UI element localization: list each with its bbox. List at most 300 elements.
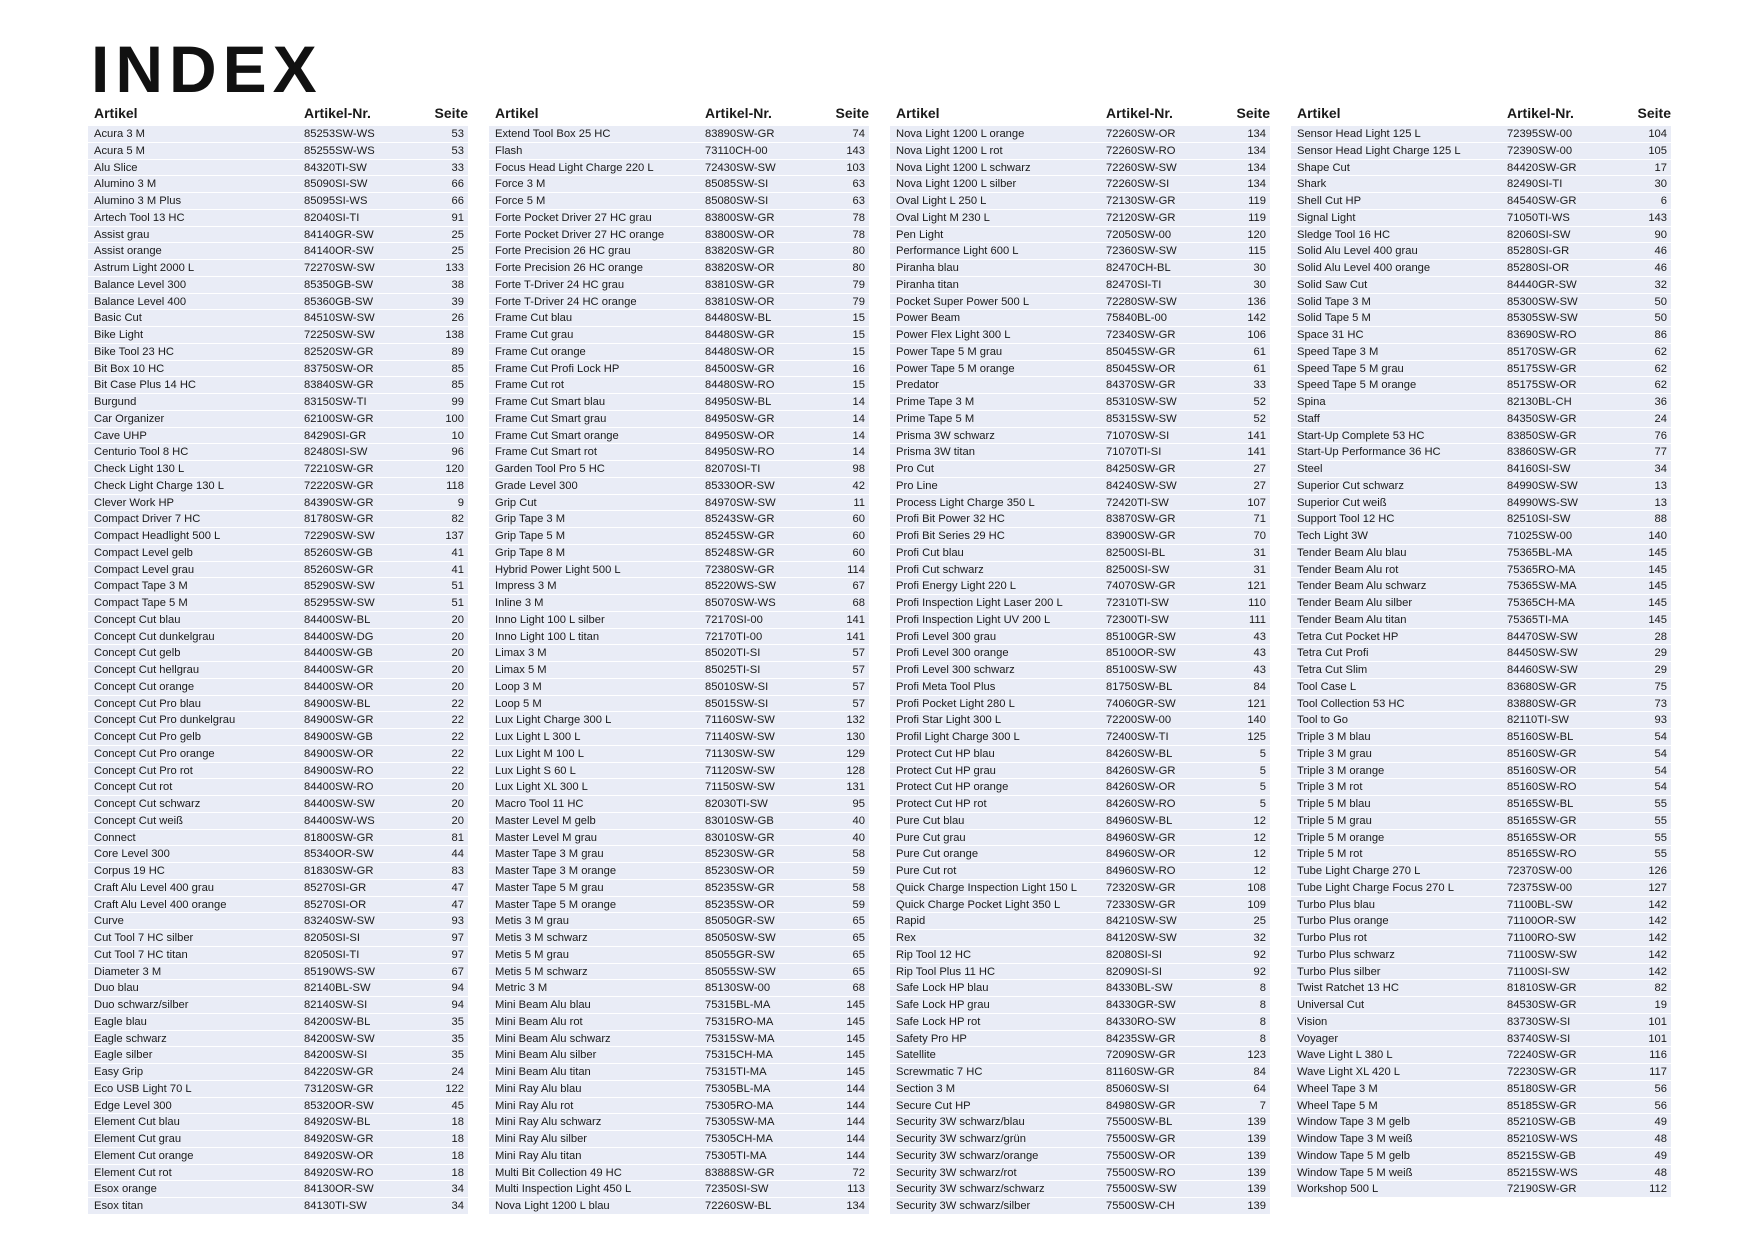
entry-page: 93	[1654, 714, 1667, 727]
entry-article-number: 85235SW-OR	[705, 898, 775, 911]
entry-article-number: 72270SW-SW	[304, 262, 375, 274]
entry-name: Superior Cut schwarz	[1297, 479, 1404, 492]
entry-page: 59	[852, 865, 865, 877]
entry-article-number: 84970SW-SW	[705, 496, 776, 509]
entry-page: 143	[1648, 211, 1667, 224]
entry-article-number: 72400SW-TI	[1106, 731, 1169, 743]
index-row	[489, 846, 869, 863]
entry-page: 14	[852, 396, 865, 408]
index-row	[489, 712, 869, 729]
entry-article-number: 84460SW-SW	[1507, 664, 1578, 676]
index-row	[88, 612, 468, 629]
entry-article-number: 85160SW-GR	[1507, 747, 1577, 760]
entry-article-number: 85310SW-SW	[1106, 396, 1177, 408]
entry-name: Profi Star Light 300 L	[896, 714, 1002, 727]
index-row	[890, 1165, 1270, 1182]
entry-article-number: 84400SW-RO	[304, 781, 374, 794]
entry-page: 36	[1654, 396, 1667, 408]
entry-article-number: 84960SW-GR	[1106, 831, 1176, 844]
index-row	[890, 913, 1270, 930]
entry-page: 57	[852, 647, 865, 660]
entry-name: Frame Cut Smart rot	[495, 446, 597, 459]
entry-article-number: 84130OR-SW	[304, 1183, 374, 1196]
entry-page: 62	[1654, 362, 1667, 375]
entry-name: Window Tape 5 M weiß	[1297, 1166, 1413, 1179]
entry-article-number: 84330GR-SW	[1106, 999, 1176, 1011]
entry-page: 93	[451, 915, 464, 928]
entry-name: Sensor Head Light Charge 125 L	[1297, 144, 1461, 157]
index-row	[489, 528, 869, 545]
entry-name: Piranha blau	[896, 262, 959, 274]
entry-page: 96	[451, 446, 464, 459]
entry-article-number: 85255SW-WS	[304, 144, 375, 157]
entry-article-number: 82520SW-GR	[304, 345, 374, 358]
entry-name: Safe Lock HP rot	[896, 1015, 981, 1028]
entry-name: Pen Light	[896, 228, 944, 241]
entry-name: Concept Cut gelb	[94, 647, 181, 660]
entry-name: Mini Beam Alu blau	[495, 999, 591, 1011]
index-row	[890, 1098, 1270, 1115]
entry-name: Astrum Light 2000 L	[94, 262, 195, 274]
index-row	[1291, 947, 1671, 964]
index-row	[890, 1014, 1270, 1031]
entry-name: Inno Light 100 L silber	[495, 613, 605, 626]
entry-page: 78	[852, 228, 865, 241]
index-row	[1291, 1064, 1671, 1081]
entry-page: 28	[1654, 630, 1667, 643]
entry-article-number: 83240SW-SW	[304, 915, 375, 928]
entry-page: 129	[846, 747, 865, 760]
entry-page: 109	[1247, 898, 1266, 911]
entry-name: Oval Light L 250 L	[896, 195, 987, 207]
entry-name: Security 3W schwarz/grün	[896, 1133, 1026, 1145]
entry-name: Tube Light Charge 270 L	[1297, 865, 1421, 877]
entry-page: 7	[1259, 1099, 1266, 1112]
entry-article-number: 84480SW-BL	[705, 312, 772, 325]
entry-name: Concept Cut blau	[94, 613, 181, 626]
entry-page: 47	[451, 881, 464, 894]
index-row	[489, 327, 869, 344]
entry-name: Protect Cut HP blau	[896, 747, 995, 760]
entry-article-number: 85220WS-SW	[705, 580, 776, 593]
entry-name: Safe Lock HP blau	[896, 982, 989, 995]
entry-name: Tender Beam Alu titan	[1297, 613, 1407, 626]
entry-page: 11	[853, 496, 865, 509]
entry-name: Concept Cut rot	[94, 781, 173, 794]
index-row	[88, 578, 468, 595]
entry-page: 41	[451, 563, 464, 576]
entry-article-number: 72250SW-SW	[304, 329, 375, 341]
header-seite: Seite	[434, 105, 468, 121]
entry-name: Start-Up Complete 53 HC	[1297, 429, 1425, 442]
entry-article-number: 84950SW-RO	[705, 446, 775, 459]
entry-article-number: 84920SW-GR	[304, 1133, 374, 1145]
entry-name: Pro Line	[896, 479, 938, 492]
entry-name: Hybrid Power Light 500 L	[495, 563, 621, 576]
entry-name: Wheel Tape 3 M	[1297, 1082, 1378, 1095]
index-row	[88, 696, 468, 713]
entry-name: Multi Inspection Light 450 L	[495, 1183, 632, 1196]
entry-page: 125	[1247, 731, 1266, 743]
entry-page: 55	[1654, 814, 1667, 827]
entry-article-number: 85320OR-SW	[304, 1099, 374, 1112]
entry-article-number: 85215SW-WS	[1507, 1166, 1578, 1179]
entry-article-number: 72260SW-SI	[1106, 178, 1170, 191]
entry-page: 8	[1259, 999, 1266, 1011]
entry-article-number: 84950SW-GR	[705, 412, 775, 425]
entry-article-number: 84960SW-OR	[1106, 848, 1176, 861]
entry-name: Artech Tool 13 HC	[94, 211, 185, 224]
entry-page: 27	[1253, 479, 1266, 492]
entry-article-number: 71100RO-SW	[1507, 932, 1576, 944]
entry-article-number: 83750SW-OR	[304, 362, 374, 375]
entry-article-number: 85185SW-GR	[1507, 1099, 1577, 1112]
index-row	[489, 478, 869, 495]
entry-page: 20	[451, 647, 464, 660]
entry-article-number: 72320SW-GR	[1106, 881, 1176, 894]
index-row	[890, 997, 1270, 1014]
index-row	[890, 143, 1270, 160]
entry-name: Triple 5 M blau	[1297, 798, 1371, 810]
index-row	[88, 227, 468, 244]
entry-article-number: 72120SW-GR	[1106, 211, 1176, 224]
entry-name: Forte Precision 26 HC orange	[495, 262, 643, 274]
entry-page: 138	[445, 329, 464, 341]
index-row	[489, 964, 869, 981]
index-row	[88, 880, 468, 897]
entry-name: Shell Cut HP	[1297, 195, 1362, 207]
entry-page: 97	[451, 948, 464, 961]
entry-article-number: 72330SW-GR	[1106, 898, 1176, 911]
entry-article-number: 82500SI-BL	[1106, 546, 1166, 559]
entry-name: Nova Light 1200 L blau	[495, 1200, 610, 1212]
entry-page: 142	[1648, 948, 1667, 961]
index-row	[1291, 846, 1671, 863]
entry-article-number: 84980SW-GR	[1106, 1099, 1176, 1112]
entry-name: Mini Ray Alu rot	[495, 1099, 574, 1112]
entry-article-number: 71100BL-SW	[1507, 898, 1573, 911]
entry-name: Element Cut rot	[94, 1166, 172, 1179]
entry-page: 128	[846, 764, 865, 777]
entry-article-number: 74060GR-SW	[1106, 697, 1176, 710]
index-row	[88, 444, 468, 461]
entry-name: Turbo Plus blau	[1297, 898, 1375, 911]
index-row	[489, 897, 869, 914]
index-row	[1291, 428, 1671, 445]
entry-article-number: 85210SW-WS	[1507, 1133, 1578, 1145]
index-row	[88, 796, 468, 813]
header-artikel-nr: Artikel-Nr.	[705, 105, 772, 121]
entry-name: Limax 5 M	[495, 664, 547, 676]
entry-article-number: 71160SW-SW	[705, 714, 775, 727]
entry-name: Easy Grip	[94, 1066, 144, 1078]
index-row	[1291, 176, 1671, 193]
entry-page: 25	[451, 228, 464, 241]
entry-article-number: 71070SW-SI	[1106, 429, 1170, 442]
entry-name: Universal Cut	[1297, 999, 1365, 1011]
entry-name: Wheel Tape 5 M	[1297, 1099, 1378, 1112]
entry-page: 134	[1247, 144, 1266, 157]
entry-article-number: 82470SI-TI	[1106, 278, 1162, 291]
entry-page: 49	[1654, 1149, 1667, 1162]
entry-name: Turbo Plus schwarz	[1297, 948, 1395, 961]
index-row	[1291, 461, 1671, 478]
entry-article-number: 82060SI-SW	[1507, 228, 1571, 241]
entry-name: Shape Cut	[1297, 161, 1350, 174]
entry-name: Master Level M gelb	[495, 814, 596, 827]
index-row	[890, 227, 1270, 244]
entry-article-number: 82030TI-SW	[705, 798, 768, 810]
entry-name: Security 3W schwarz/orange	[896, 1149, 1039, 1162]
entry-name: Safe Lock HP grau	[896, 999, 990, 1011]
entry-article-number: 73120SW-GR	[304, 1082, 374, 1095]
index-row	[489, 193, 869, 210]
entry-name: Lux Light XL 300 L	[495, 781, 588, 794]
index-row	[88, 863, 468, 880]
entry-article-number: 82500SI-SW	[1106, 563, 1170, 576]
entry-article-number: 84950SW-BL	[705, 396, 772, 408]
entry-article-number: 72310TI-SW	[1106, 597, 1169, 609]
entry-page: 62	[1654, 379, 1667, 392]
entry-name: Tender Beam Alu schwarz	[1297, 580, 1427, 593]
entry-page: 140	[1247, 714, 1266, 727]
entry-page: 56	[1654, 1082, 1667, 1095]
entry-article-number: 85175SW-GR	[1507, 362, 1577, 375]
entry-name: Forte T-Driver 24 HC orange	[495, 295, 637, 308]
entry-page: 14	[852, 446, 865, 459]
index-row	[1291, 294, 1671, 311]
entry-name: Frame Cut grau	[495, 329, 574, 341]
entry-article-number: 72170TI-00	[705, 630, 763, 643]
entry-article-number: 85100GR-SW	[1106, 630, 1176, 643]
entry-article-number: 74070SW-GR	[1106, 580, 1176, 593]
entry-article-number: 85260SW-GR	[304, 563, 374, 576]
entry-article-number: 85080SW-SI	[705, 195, 769, 207]
entry-name: Compact Driver 7 HC	[94, 513, 201, 526]
entry-article-number: 85165SW-RO	[1507, 848, 1577, 861]
entry-name: Screwmatic 7 HC	[896, 1066, 983, 1078]
entry-article-number: 85245SW-GR	[705, 530, 775, 542]
index-row	[890, 1031, 1270, 1048]
entry-article-number: 85170SW-GR	[1507, 345, 1577, 358]
entry-page: 43	[1253, 630, 1266, 643]
entry-article-number: 72260SW-BL	[705, 1200, 772, 1212]
index-row	[489, 863, 869, 880]
entry-name: Impress 3 M	[495, 580, 557, 593]
index-row	[1291, 612, 1671, 629]
entry-page: 119	[1248, 195, 1266, 207]
entry-page: 50	[1654, 295, 1667, 308]
index-row	[1291, 1181, 1671, 1198]
entry-name: Protect Cut HP grau	[896, 764, 996, 777]
entry-name: Concept Cut Pro blau	[94, 697, 201, 710]
entry-name: Alu Slice	[94, 161, 138, 174]
index-row	[890, 1198, 1270, 1215]
entry-page: 142	[1648, 965, 1667, 978]
entry-article-number: 84900SW-GB	[304, 731, 373, 743]
entry-page: 18	[451, 1166, 464, 1179]
entry-article-number: 81800SW-GR	[304, 831, 374, 844]
entry-name: Check Light 130 L	[94, 463, 185, 475]
index-row	[489, 210, 869, 227]
entry-name: Concept Cut weiß	[94, 814, 183, 827]
entry-article-number: 85160SW-RO	[1507, 781, 1577, 794]
entry-name: Master Tape 3 M grau	[495, 848, 604, 861]
entry-name: Burgund	[94, 396, 137, 408]
entry-page: 34	[451, 1200, 464, 1212]
entry-name: Steel	[1297, 463, 1323, 475]
entry-page: 5	[1259, 781, 1266, 794]
entry-name: Quick Charge Pocket Light 350 L	[896, 898, 1061, 911]
column-header	[890, 100, 1270, 126]
entry-page: 18	[451, 1133, 464, 1145]
index-row	[88, 729, 468, 746]
entry-article-number: 84220SW-GR	[304, 1066, 374, 1078]
entry-page: 33	[1253, 379, 1266, 392]
entry-page: 8	[1259, 1032, 1266, 1045]
entry-article-number: 84400SW-OR	[304, 680, 374, 693]
entry-article-number: 84400SW-DG	[304, 630, 374, 643]
entry-page: 57	[852, 697, 865, 710]
index-row	[890, 980, 1270, 997]
entry-name: Sledge Tool 16 HC	[1297, 228, 1391, 241]
entry-name: Concept Cut hellgrau	[94, 664, 200, 676]
entry-article-number: 75500SW-CH	[1106, 1200, 1175, 1212]
entry-name: Grip Tape 5 M	[495, 530, 566, 542]
entry-article-number: 84250SW-GR	[1106, 463, 1176, 475]
entry-article-number: 84140OR-SW	[304, 245, 374, 258]
entry-article-number: 71100SW-SW	[1507, 948, 1577, 961]
index-row	[489, 1198, 869, 1215]
index-row	[890, 830, 1270, 847]
index-row	[88, 830, 468, 847]
entry-page: 16	[852, 362, 865, 375]
entry-page: 97	[451, 932, 464, 944]
entry-article-number: 72395SW-00	[1507, 128, 1573, 140]
entry-page: 20	[451, 798, 464, 810]
entry-name: Profi Level 300 orange	[896, 647, 1009, 660]
entry-name: Solid Alu Level 400 orange	[1297, 262, 1431, 274]
entry-article-number: 83860SW-GR	[1507, 446, 1577, 459]
index-row	[88, 763, 468, 780]
entry-article-number: 81750SW-BL	[1106, 680, 1173, 693]
entry-name: Wave Light L 380 L	[1297, 1049, 1393, 1062]
entry-page: 45	[451, 1099, 464, 1112]
entry-page: 40	[852, 814, 865, 827]
entry-article-number: 84540SW-GR	[1507, 195, 1577, 207]
entry-page: 14	[852, 412, 865, 425]
entry-page: 139	[1247, 1149, 1266, 1162]
index-row	[890, 361, 1270, 378]
index-row	[88, 243, 468, 260]
index-row	[1291, 394, 1671, 411]
entry-article-number: 85270SI-GR	[304, 881, 367, 894]
entry-name: Bike Tool 23 HC	[94, 345, 175, 358]
entry-article-number: 71025SW-00	[1507, 530, 1573, 542]
entry-name: Spina	[1297, 396, 1326, 408]
index-row	[489, 930, 869, 947]
entry-article-number: 83810SW-OR	[705, 295, 775, 308]
index-row	[890, 712, 1270, 729]
entry-name: Security 3W schwarz/silber	[896, 1200, 1031, 1212]
entry-page: 5	[1259, 747, 1266, 760]
index-row	[489, 947, 869, 964]
entry-page: 47	[451, 898, 464, 911]
entry-name: Forte Pocket Driver 27 HC orange	[495, 228, 665, 241]
entry-article-number: 84480SW-GR	[705, 329, 775, 341]
entry-page: 20	[451, 630, 464, 643]
entry-article-number: 82130BL-CH	[1507, 396, 1572, 408]
entry-page: 132	[846, 714, 865, 727]
index-row	[489, 796, 869, 813]
entry-page: 79	[852, 278, 865, 291]
entry-page: 145	[1648, 613, 1667, 626]
entry-name: Craft Alu Level 400 orange	[94, 898, 227, 911]
index-row	[489, 444, 869, 461]
entry-name: Nova Light 1200 L rot	[896, 144, 1003, 157]
entry-article-number: 75365TI-MA	[1507, 613, 1569, 626]
index-row	[88, 997, 468, 1014]
entry-name: Core Level 300	[94, 848, 170, 861]
index-row	[890, 846, 1270, 863]
entry-name: Security 3W schwarz/rot	[896, 1166, 1017, 1179]
index-row	[890, 344, 1270, 361]
entry-article-number: 85248SW-GR	[705, 546, 775, 559]
entry-article-number: 81160SW-GR	[1106, 1066, 1175, 1078]
entry-name: Mini Ray Alu titan	[495, 1149, 582, 1162]
index-row	[88, 964, 468, 981]
index-row	[890, 1181, 1270, 1198]
entry-name: Lux Light S 60 L	[495, 764, 576, 777]
index-row	[489, 310, 869, 327]
entry-name: Power Beam	[896, 312, 961, 325]
index-row	[1291, 1081, 1671, 1098]
entry-article-number: 85340OR-SW	[304, 848, 374, 861]
entry-article-number: 85280SI-OR	[1507, 262, 1570, 274]
entry-name: Pro Cut	[896, 463, 934, 475]
entry-article-number: 85260SW-GB	[304, 546, 373, 559]
entry-name: Esox orange	[94, 1183, 157, 1196]
entry-page: 70	[1253, 530, 1266, 542]
entry-page: 101	[1648, 1015, 1667, 1028]
entry-article-number: 75315BL-MA	[705, 999, 771, 1011]
entry-page: 58	[852, 848, 865, 861]
entry-page: 140	[1648, 530, 1667, 542]
index-row	[489, 126, 869, 143]
entry-article-number: 72050SW-00	[1106, 228, 1172, 241]
entry-article-number: 82490SI-TI	[1507, 178, 1563, 191]
entry-article-number: 75315TI-MA	[705, 1066, 767, 1078]
entry-page: 73	[1654, 697, 1667, 710]
entry-name: Triple 3 M blau	[1297, 731, 1371, 743]
index-row	[88, 1031, 468, 1048]
entry-name: Prime Tape 5 M	[896, 412, 975, 425]
entry-page: 145	[1648, 563, 1667, 576]
entry-article-number: 84400SW-GB	[304, 647, 373, 660]
entry-page: 66	[451, 195, 464, 207]
entry-page: 145	[1648, 597, 1667, 609]
entry-article-number: 85100OR-SW	[1106, 647, 1176, 660]
entry-name: Piranha titan	[896, 278, 959, 291]
entry-name: Solid Saw Cut	[1297, 278, 1368, 291]
entry-article-number: 85045SW-OR	[1106, 362, 1176, 375]
index-row	[890, 595, 1270, 612]
entry-article-number: 84480SW-RO	[705, 379, 775, 392]
entry-name: Grip Tape 8 M	[495, 546, 566, 559]
entry-page: 51	[451, 597, 464, 609]
entry-page: 85	[451, 379, 464, 392]
entry-article-number: 85290SW-SW	[304, 580, 375, 593]
